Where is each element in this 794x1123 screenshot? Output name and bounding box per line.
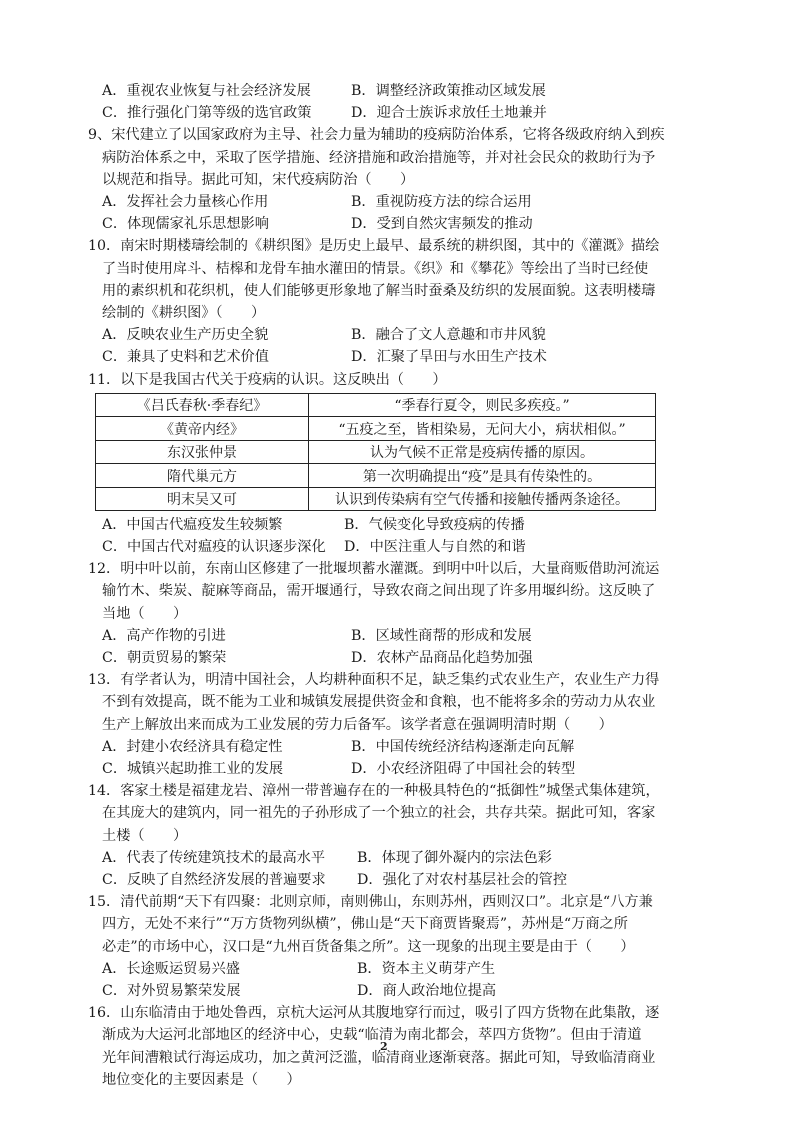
q11-option-d: D．中医注重人与自然的和谐: [344, 539, 526, 555]
q9-option-c: C．体现儒家礼乐思想影响: [102, 216, 269, 233]
q13-option-c: C．城镇兴起助推工业的发展: [102, 761, 284, 777]
table-cell-source: 隋代巢元方: [96, 464, 309, 488]
table-cell-source: 《黄帝内经》: [96, 417, 309, 441]
q13-option-d: D．小农经济阻碍了中国社会的转型: [351, 761, 576, 777]
table-cell-content: 认识到传染病有空气传播和接触传播两条途径。: [309, 487, 656, 511]
q9-stem-line-1: 9、宋代建立了以国家政府为主导、社会力量为辅助的疫病防治体系，它将各级政府纳入到疾: [88, 127, 665, 144]
table-cell-content: “五疫之至，皆相染易，无问大小，病状相似。”: [309, 417, 656, 441]
table-row: [96, 440, 656, 464]
q9-option-d: D．受到自然灾害频发的推动: [351, 216, 533, 233]
table-cell-content: “季春行夏令，则民多疾疫。”: [309, 393, 656, 417]
q11-option-c: C．中国古代对瘟疫的认识逐步深化: [102, 539, 326, 555]
table-row: [96, 393, 656, 417]
table-row: [96, 417, 656, 441]
q10-stem-line-2: 了当时使用戽斗、桔槔和龙骨车抽水灌田的情景。《织》和《攀花》等绘出了当时已经使: [102, 260, 649, 277]
q16-stem-line-2: 渐成为大运河北部地区的经济中心，史载“临清为南北都会，萃四方货物”。但由于清道: [102, 1027, 642, 1044]
table-cell-content: 认为气候不正常是疫病传播的原因。: [309, 440, 656, 464]
q13-option-a: A．封建小农经济具有稳定性: [102, 738, 283, 755]
table-cell-content: 第一次明确提出“疫”是具有传染性的。: [309, 464, 656, 488]
q12-option-d: D．农林产品商品化趋势加强: [351, 650, 533, 666]
q12-option-a: A．高产作物的引进: [102, 627, 226, 644]
q9-stem-line-3: 以规范和指导。据此可知，宋代疫病防治（ ）: [102, 171, 415, 188]
q11-option-a: A．中国古代瘟疫发生较频繁: [102, 516, 283, 533]
q10-option-c: C．兼具了史料和艺术价值: [102, 349, 269, 366]
q16-stem-line-3: 光年间漕粮试行海运成功，加之黄河泛滥，临清商业逐渐衰落。据此可知，导致临清商业: [102, 1049, 656, 1066]
q10-option-a: A．反映农业生产历史全貌: [102, 327, 269, 344]
q14-option-a: A．代表了传统建筑技术的最高水平: [102, 849, 326, 866]
q9-stem-line-2: 病防治体系之中，采取了医学措施、经济措施和政治措施等，并对社会民众的救助行为予: [102, 149, 656, 166]
q15-option-b: B．资本主义萌芽产生: [357, 960, 496, 977]
q14-stem-line-3: 土楼（ ）: [102, 827, 188, 844]
q10-stem-line-3: 用的素织机和花织机，使人们能够更形象地了解当时蚕桑及纺织的发展面貌。这表明楼璹: [102, 282, 656, 299]
q10-option-b: B．融合了文人意趣和市井风貌: [351, 327, 546, 344]
q16-stem-line-1: 16．山东临清由于地处鲁西，京杭大运河从其腹地穿行而过，吸引了四方货物在此集散，逐: [88, 1005, 660, 1022]
q16-stem-line-4: 地位变化的主要因素是（ ）: [102, 1071, 301, 1088]
q13-option-b: B．中国传统经济结构逐渐走向瓦解: [351, 738, 575, 755]
q13-stem-line-1: 13．有学者认为，明清中国社会，人均耕种面积不足，缺乏集约式农业生产，农业生产力得: [88, 672, 660, 689]
q10-option-d: D．汇聚了旱田与水田生产技术: [351, 349, 547, 366]
q10-stem-line-4: 绘制的《耕织图》（ ）: [102, 305, 266, 321]
q9-option-a: A．发挥社会力量核心作用: [102, 194, 269, 210]
q11-stem: 11．以下是我国古代关于疫病的认识。这反映出（ ）: [88, 371, 447, 388]
q12-stem-line-1: 12．明中叶以前，东南山区修建了一批堰坝蓄水灌溉。到明中叶以后，大量商贩借助河流运: [88, 561, 660, 578]
q8-option-b: B．调整经济政策推动区域发展: [351, 83, 546, 99]
q15-option-c: C．对外贸易繁荣发展: [102, 983, 241, 999]
q14-option-b: B．体现了御外凝内的宗法色彩: [357, 849, 552, 866]
q11-table: [95, 393, 656, 512]
q13-stem-line-2: 不到有效提高，既不能为工业和城镇发展提供资金和食粮，也不能将多余的劳动力从农业: [102, 694, 656, 711]
q14-option-c: C．反映了自然经济发展的普遍要求: [102, 872, 326, 888]
q15-option-a: A．长途贩运贸易兴盛: [102, 960, 240, 977]
q15-stem-line-1: 15．清代前期“天下有四聚：北则京师，南则佛山，东则苏州，西则汉口”。北京是“八方兼: [88, 894, 653, 911]
table-row: [96, 487, 656, 511]
q14-stem-line-2: 在其庞大的建筑内，同一祖先的子孙形成了一个独立的社会，共存共荣。据此可知，客家: [102, 805, 656, 822]
q15-option-d: D．商人政治地位提高: [357, 983, 497, 999]
q12-option-b: B．区域性商帮的形成和发展: [351, 627, 532, 644]
page-number: 2: [380, 1040, 388, 1053]
q14-stem-line-1: 14．客家土楼是福建龙岩、漳州一带普遍存在的一种极具特色的“抵御性”城堡式集体建筑，: [88, 783, 660, 800]
table-row: [96, 464, 656, 488]
q8-option-a: A．重视农业恢复与社会经济发展: [102, 83, 311, 99]
q12-option-c: C．朝贡贸易的繁荣: [102, 650, 227, 666]
q15-stem-line-2: 四方，无处不来行”“万方货物列纵横”，佛山是“天下商贾皆聚焉”，苏州是“万商之所: [102, 916, 628, 933]
table-cell-source: 东汉张仲景: [96, 440, 309, 464]
q8-option-c: C．推行强化门第等级的选官政策: [102, 105, 312, 122]
q12-stem-line-3: 当地（ ）: [102, 605, 188, 622]
q11-option-b: B．气候变化导致疫病的传播: [344, 516, 525, 533]
q9-option-b: B．重视防疫方法的综合运用: [351, 194, 532, 210]
q15-stem-line-3: 必走”的市场中心，汉口是“九州百货备集之所”。这一现象的出现主要是由于（ ）: [102, 938, 635, 955]
table-cell-source: 明末吴又可: [96, 487, 309, 511]
q8-option-d: D．迎合士族诉求放任土地兼并: [351, 105, 547, 122]
q10-stem-line-1: 10．南宋时期楼璹绘制的《耕织图》是历史上最早、最系统的耕织图，其中的《灌溉》描绘: [88, 238, 660, 255]
q14-option-d: D．强化了对农村基层社会的管控: [357, 872, 568, 888]
table-cell-source: 《吕氏春秋·季春纪》: [96, 393, 309, 417]
q13-stem-line-3: 生产上解放出来而成为工业发展的劳力后备军。该学者意在强调明清时期（ ）: [102, 716, 613, 733]
q12-stem-line-2: 输竹木、柴炭、靛麻等商品，需开堰通行，导致农商之间出现了许多用堰纠纷。这反映了: [102, 583, 656, 600]
